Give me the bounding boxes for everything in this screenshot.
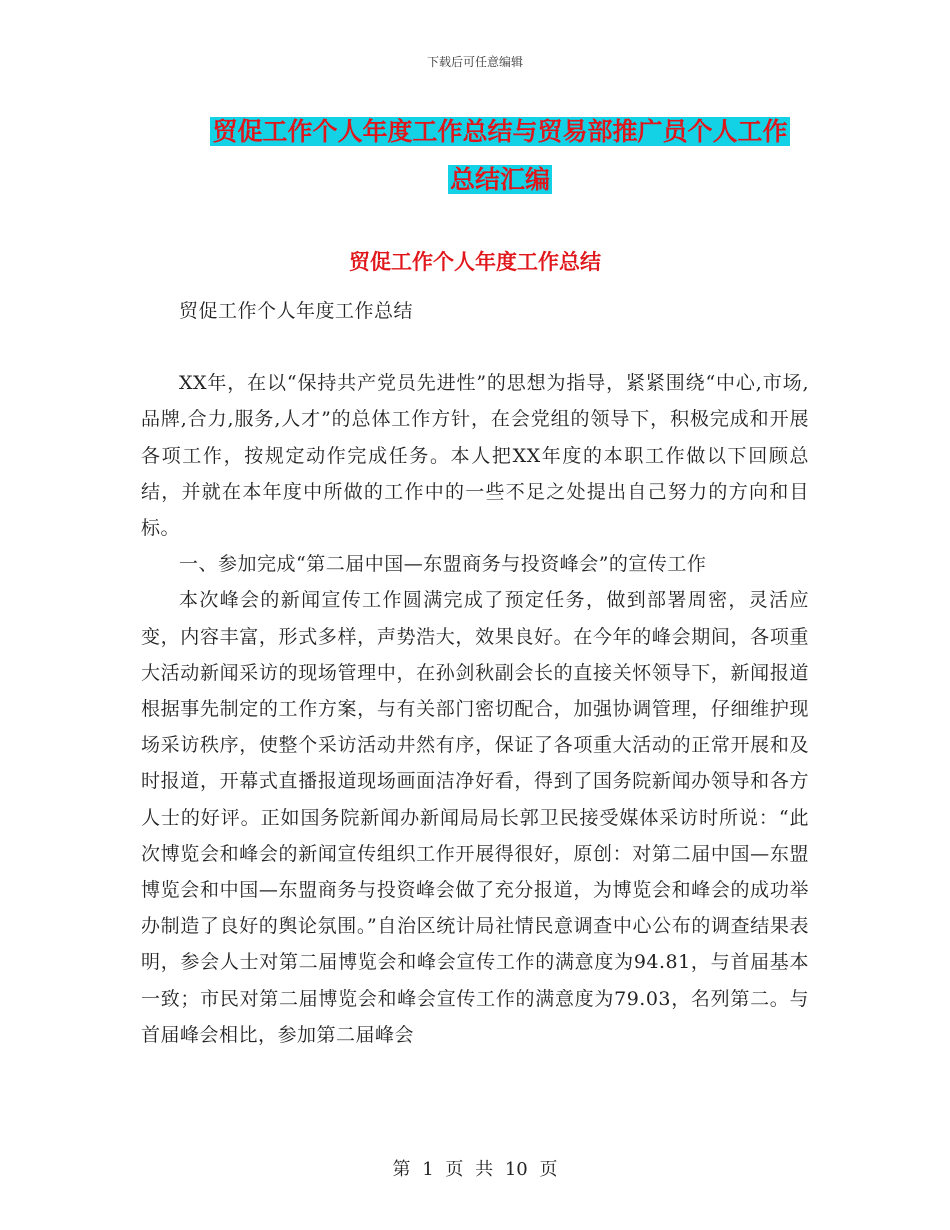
paragraph-intro: XX年，在以“保持共产党员先进性”的思想为指导，紧紧围绕“中心,市场,品牌,合力,服务,人才”的总体工作方针，在会党组的领导下，积极完成和开展各项工作，按规定动作完成任务。本人把XX年度的本职工作做以下回顾总结，并就在本年度中所做的工作中的一些不足之处提出自己努力的方向和目标。 [141, 372, 809, 540]
document-body [141, 293, 809, 1053]
document-title [140, 108, 860, 204]
section-title: 贸促工作个人年度工作总结 [349, 249, 601, 274]
header-note: 下载后可任意编辑 [426, 55, 523, 69]
paragraph-summit-publicity: 本次峰会的新闻宣传工作圆满完成了预定任务，做到部署周密，灵活应变，内容丰富，形式多样，声势浩大，效果良好。在今年的峰会期间，各项重大活动新闻采访的现场管理中，在孙剑秋副会长的直接关怀领导下，新闻报道根据事先制定的工作方案，与有关部门密切配合，加强协调管理，仔细维护现场采访秩序，使整个采访活动井然有序，保证了各项重大活动的正常开展和及时报道，开幕式直播报道现场画面洁净好看，得到了国务院新闻办领导和各方人士的好评。正如国务院新闻办新闻局局长郭卫民接受媒体采访时所说：“此次博览会和峰会的新闻宣传组织工作开展得很好，原创：对第二届中国—东盟博览会和中国—东盟商务与投资峰会做了充分报道，为博览会和峰会的成功举办制造了良好的舆论氛围。”自治区统计局社情民意调查中心公布的调查结果表明，参会人士对第二届博览会和峰会宣传工作的满意度为94.81，与首届基本一致；市民对第二届博览会和峰会宣传工作的满意度为79.03，名列第二。与首届峰会相比，参加第二届峰会 [141, 589, 809, 1046]
document-title-line-1: 贸促工作个人年度工作总结与贸易部推广员个人工作 [212, 117, 788, 146]
section-subtitle: 贸促工作个人年度工作总结 [179, 300, 414, 322]
page-number-footer: 第 1 页 共 10 页 [392, 1159, 558, 1180]
document-title-line-2: 总结汇编 [449, 165, 550, 194]
paragraph-heading-one: 一、参加完成“第二届中国—东盟商务与投资峰会”的宣传工作 [179, 553, 707, 576]
